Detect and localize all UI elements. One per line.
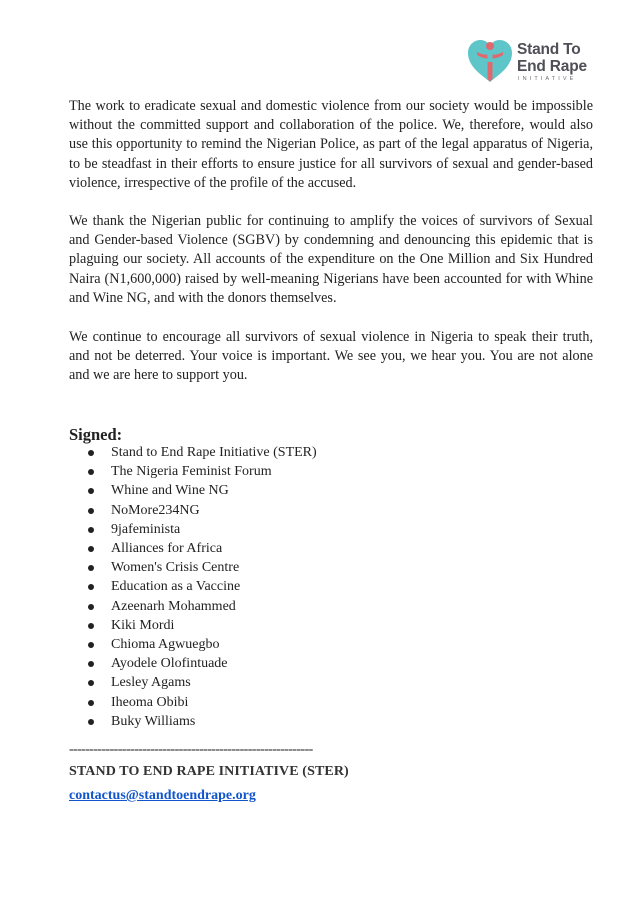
signatory-item: Iheoma Obibi (69, 693, 317, 712)
logo-title-line2: End Rape (517, 58, 587, 75)
signatory-item: Kiki Mordi (69, 616, 317, 635)
footer-divider: ------------------------------------------------------------ (69, 742, 313, 757)
ster-logo (466, 38, 626, 88)
heart-figure-icon (466, 38, 514, 86)
signatory-item: Ayodele Olofintuade (69, 654, 317, 673)
signatory-item: Women's Crisis Centre (69, 558, 317, 577)
signatory-item: The Nigeria Feminist Forum (69, 462, 317, 481)
signatory-item: Stand to End Rape Initiative (STER) (69, 443, 317, 462)
paragraph-police: The work to eradicate sexual and domestic violence from our society would be impossible without the committed support and collaboration of the police. We, therefore, would also use this opportunity to remind the Nigerian Police, as part of the legal apparatus of Nigeria, to be steadfast in their efforts to ensure justice for all survivors of sexual and gender-based violence, irrespective of the profile of the accused. (69, 98, 593, 191)
signatory-list (69, 443, 317, 731)
footer-org-name: STAND TO END RAPE INITIATIVE (STER) (69, 764, 349, 779)
signatory-item: Buky Williams (69, 712, 317, 731)
signatory-item: Education as a Vaccine (69, 577, 317, 596)
paragraph-encouragement: We continue to encourage all survivors of sexual violence in Nigeria to speak their truth, and not be deterred. Your voice is important. We see you, we hear you. You are not alone and we are here to support you. (69, 329, 593, 384)
signatory-item: NoMore234NG (69, 501, 317, 520)
signatory-item: Chioma Agwuegbo (69, 635, 317, 654)
signatory-item: 9jafeminista (69, 520, 317, 539)
paragraph-public-thanks: We thank the Nigerian public for continuing to amplify the voices of survivors of Sexual and Gender-based Violence (SGBV) by condemning and denouncing this epidemic that is plaguing our society. All accounts of the expenditure on the One Million and Six Hundred Naira (N1,600,000) raised by well-meaning Nigerians have been accounted for with Whine and Wine NG, and with the donors themselves. (69, 213, 593, 306)
logo-title-line1: Stand To (517, 41, 581, 58)
signed-heading: Signed: (69, 425, 123, 444)
signatory-item: Alliances for Africa (69, 539, 317, 558)
logo-title (517, 41, 587, 75)
signatory-item: Lesley Agams (69, 673, 317, 692)
contact-email-link[interactable]: contactus@standtoendrape.org (69, 788, 256, 803)
signatory-item: Azeenarh Mohammed (69, 597, 317, 616)
logo-subtitle: INITIATIVE (518, 76, 577, 82)
signatory-item: Whine and Wine NG (69, 481, 317, 500)
